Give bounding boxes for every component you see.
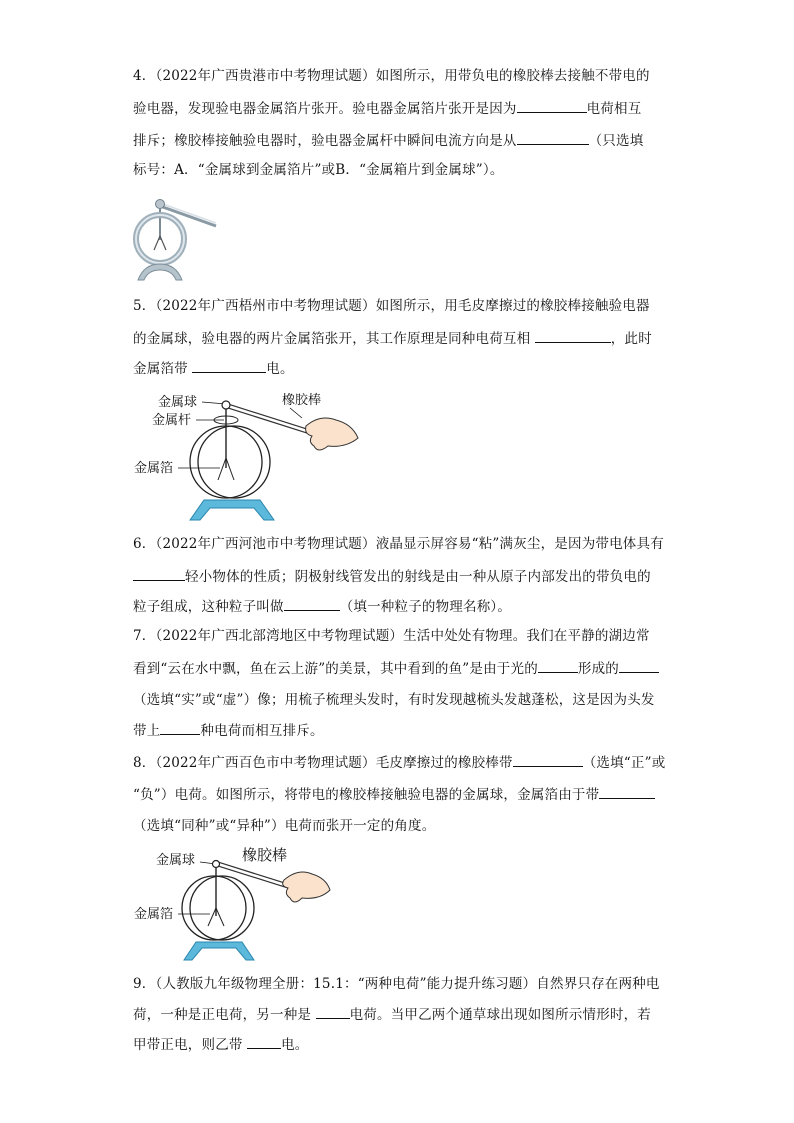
q7-line2 xyxy=(133,658,673,679)
q9-line2-text-b: 电荷。当甲乙两个通草球出现如图所示情形时，若 xyxy=(349,1007,651,1023)
q5-rubber-rod-icon xyxy=(228,406,310,432)
q5-label-rod: 金属杆 xyxy=(152,413,192,428)
q7-line4-text: 带上 xyxy=(133,723,161,739)
q7-line4 xyxy=(133,720,673,741)
q8-electroscope-figure xyxy=(130,842,340,964)
q5-line3-text-b: 电。 xyxy=(266,361,294,377)
q8-line1 xyxy=(133,752,673,773)
q9-line3-text-b: 电。 xyxy=(281,1037,309,1053)
q7-line4-text-b: 种电荷而相互排斥。 xyxy=(200,723,324,739)
q6-line3-text: 粒子组成，这种粒子叫做 xyxy=(133,599,284,615)
q5-hand-icon xyxy=(306,418,358,450)
q4-line4: 标号：A．“金属球到金属箔片”或B．“金属箱片到金属球”）。 xyxy=(133,162,504,178)
q7-blank1[interactable] xyxy=(538,658,578,673)
q6-blank2[interactable] xyxy=(284,596,340,611)
q8-line2 xyxy=(133,784,673,805)
q8-line2-text: “负”）电荷。如图所示，将带电的橡胶棒接触验电器的金属球，金属箔由于带 xyxy=(133,787,600,803)
q4-electroscope-icon xyxy=(136,200,216,281)
q8-label-foil: 金属箔 xyxy=(134,907,174,922)
q8-hand-icon xyxy=(283,872,330,902)
q6-line1: 6．（2022年广西河池市中考物理试题）液晶显示屏容易“粘”满灰尘，是因为带电体具有 xyxy=(133,536,664,552)
q4-line1: 4．（2022年广西贵港市中考物理试题）如图所示，用带负电的橡胶棒去接触不带电的 xyxy=(133,68,650,84)
q5-line3-text: 金属箔带 xyxy=(133,361,193,377)
q6-blank1[interactable] xyxy=(133,566,185,581)
q9-blank2[interactable] xyxy=(247,1034,281,1049)
q9-blank1[interactable] xyxy=(316,1004,350,1019)
q6-line2-text: 轻小物体的性质；阴极射线管发出的射线是由一种从原子内部发出的带负电的 xyxy=(185,569,651,585)
q5-line2-text: 的金属球，验电器的两片金属箔张开，其工作原理是同种电荷互相 xyxy=(133,331,535,347)
q5-label-foil: 金属箔 xyxy=(134,461,174,476)
q9-line3 xyxy=(133,1034,673,1055)
q4-blank2[interactable] xyxy=(517,130,589,145)
q5-label-stick: 橡胶棒 xyxy=(282,393,322,408)
q5-blank1[interactable] xyxy=(535,328,611,343)
q4-line2 xyxy=(133,98,673,119)
q7-line2-text: 看到“云在水中飘，鱼在云上游”的美景，其中看到的鱼”是由于光的 xyxy=(133,661,538,677)
q8-line3: （选填“同种”或“异种”）电荷而张开一定的角度。 xyxy=(133,818,436,834)
q9-line1: 9．（人教版九年级物理全册：15.1：“两种电荷”能力提升练习题）自然界只存在两种电 xyxy=(133,976,660,992)
q5-blank2[interactable] xyxy=(192,358,266,373)
q4-line3 xyxy=(133,130,673,151)
q8-blank2[interactable] xyxy=(599,784,655,799)
q4-line3-text: 排斥；橡胶棒接触验电器时，验电器金属杆中瞬间电流方向是从 xyxy=(133,133,517,149)
q5-line2 xyxy=(133,328,673,349)
q6-line3-text-b: （填一种粒子的物理名称）。 xyxy=(339,599,512,615)
q8-label-ball: 金属球 xyxy=(156,853,196,868)
q4-electroscope-figure xyxy=(130,192,222,284)
q5-line3 xyxy=(133,358,673,379)
q5-electroscope-figure xyxy=(130,384,370,524)
q4-blank1[interactable] xyxy=(517,98,587,113)
q4-line2-text: 验电器，发现验电器金属箔片张开。验电器金属箔片张开是因为 xyxy=(133,101,517,117)
q7-line1: 7．（2022年广西北部湾地区中考物理试题）生活中处处有物理。我们在平静的湖边常 xyxy=(133,628,650,644)
q7-blank3[interactable] xyxy=(160,720,200,735)
q8-line1-text: 8．（2022年广西百色市中考物理试题）毛皮摩擦过的橡胶棒带 xyxy=(133,755,513,771)
q7-line2-text-b: 形成的 xyxy=(577,661,620,677)
q5-line2-text-b: ，此时 xyxy=(610,331,652,347)
q8-rubber-rod-icon xyxy=(218,864,288,886)
q8-label-stick: 橡胶棒 xyxy=(242,846,288,864)
q7-line3: （选填“实”或“虚”）像；用梳子梳理头发时，有时发现越梳头发越蓬松，这是因为头发 xyxy=(133,692,655,708)
q7-blank2[interactable] xyxy=(619,658,659,673)
q6-line2 xyxy=(133,566,673,587)
q9-line2-text: 荷，一种是正电荷，另一种是 xyxy=(133,1007,316,1023)
q8-blank1[interactable] xyxy=(513,752,583,767)
q6-line3 xyxy=(133,596,673,617)
q9-line3-text: 甲带正电，则乙带 xyxy=(133,1037,248,1053)
q5-label-ball: 金属球 xyxy=(158,395,198,410)
q9-line2 xyxy=(133,1004,673,1025)
q5-line1: 5．（2022年广西梧州市中考物理试题）如图所示，用毛皮摩擦过的橡胶棒接触验电器 xyxy=(133,298,650,314)
q8-line1-text-b: （选填“正”或 xyxy=(582,755,666,771)
q4-line3-text-b: （只选填 xyxy=(588,133,644,149)
q8-electroscope-icon xyxy=(182,861,254,961)
q4-line2-text-b: 电荷相互 xyxy=(586,101,642,117)
